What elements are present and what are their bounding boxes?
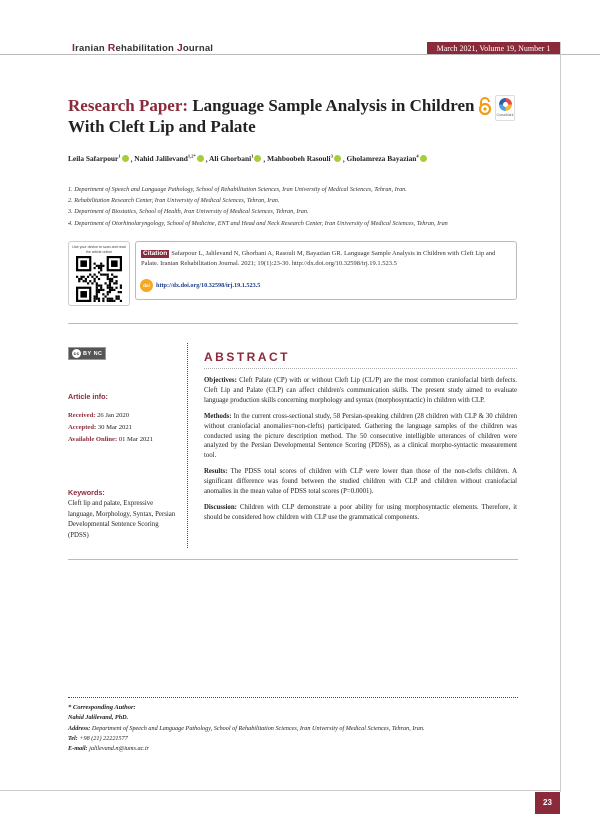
qr-caption: Use your device to scan and read the article online <box>72 245 126 254</box>
article-info-title: Article info: <box>68 392 108 401</box>
author: Mahboobeh Rasouli$^3$ <box>267 154 333 164</box>
affiliation: 1. Department of Speech and Language Pathology, School of Rehabilitation Sciences, Iran University of Medical Sciences, Tehran, Iran. <box>68 186 407 193</box>
doi-icon: doi <box>140 279 153 292</box>
section-divider <box>68 559 518 560</box>
keywords-text: Cleft lip and palate, Expressive language, Morphology, Syntax, Persian Developmental Sentence Scoring (PDSS) <box>68 500 176 539</box>
article-info-list <box>68 410 153 446</box>
journal-name-part-2: Rehabilitation <box>107 42 177 54</box>
citation-box <box>135 241 517 300</box>
journal-name-part-1: Iranian <box>72 42 108 54</box>
article-title <box>68 95 488 137</box>
orcid-icon[interactable] <box>197 155 204 162</box>
doi-row <box>140 279 260 292</box>
corresponding-author <box>68 703 518 754</box>
crossmark-icon[interactable]: CrossMark <box>495 95 515 121</box>
abstract-body <box>204 376 517 529</box>
title-rest: Language Sample Analysis in Children With Cleft Lip and Palate <box>68 96 475 136</box>
orcid-icon[interactable] <box>420 155 427 162</box>
affiliation: 3. Department of Biostatics, School of Health, Iran University of Medical Sciences, Tehran, Iran. <box>68 208 309 216</box>
orcid-icon[interactable] <box>334 155 341 162</box>
corresponding-rule <box>68 697 518 698</box>
cc-icon: cc <box>73 351 80 356</box>
qr-panel <box>68 241 130 306</box>
page-number: 23 <box>535 792 560 814</box>
corresponding-email: E-mail: jalilevand.n@iums.ac.ir <box>68 745 149 753</box>
open-access-icon <box>478 97 492 115</box>
orcid-icon[interactable] <box>254 155 261 162</box>
accepted-date: Accepted: 30 Mar 2021 <box>68 424 132 431</box>
journal-name <box>72 42 213 54</box>
footer-rule <box>0 790 560 791</box>
abstract-rule <box>204 368 517 369</box>
keywords-title: Keywords: <box>68 488 105 497</box>
abstract-results: Results: The PDSS total scores of children with CLP were lower than those of the non-clefts children. A significant difference was found between the studied children with CLP and children without craniofacial anomalies in the mean value of PDSS total scores (P=0.0001). <box>204 468 518 496</box>
doi-link[interactable]: http://dx.doi.org/10.32598/irj.19.1.523.5 <box>156 282 261 289</box>
author-list: Leila Safarpour$^1$ , Nahid Jalilevand$^{1,2*}$ , Ali Ghorbani$^1$ , Mahboobeh Rasouli$^3$ , Gholamreza Bayazian$^4$ <box>68 154 528 163</box>
abstract-discussion: Discussion: Children with CLP demonstrate a poor ability for using morphosyntactic elements. Therefore, it should be considered how children with CLP use the grammatical components. <box>204 503 517 521</box>
orcid-icon[interactable] <box>122 155 129 162</box>
author: Gholamreza Bayazian$^4$ <box>346 154 419 164</box>
issue-banner: March 2021, Volume 19, Number 1 <box>427 42 560 55</box>
online-date: Available Online: 01 Mar 2021 <box>68 436 153 443</box>
affiliations <box>68 184 538 229</box>
qr-code-icon[interactable] <box>76 256 122 302</box>
corresponding-address: Address: Department of Speech and Language Pathology, School of Rehabilitation Sciences, Iran University of Medical Sciences, Tehran, Iran. <box>68 724 425 732</box>
title-lead: Research Paper: <box>68 96 189 115</box>
received-date: Received: 26 Jan 2020 <box>68 412 129 419</box>
affiliation: 2. Rehabilitation Research Center, Iran University of Medical Sciences, Tehran, Iran. <box>68 197 280 205</box>
affiliation: 4. Department of Otorhinolaryngology, School of Medicine, ENT and Head and Neck Research Center, Iran University of Medical Sciences, Tehran, Iran <box>68 219 448 227</box>
citation-label: Citation <box>143 250 168 257</box>
citation-body: Safarpour L, Jalilevand N, Ghorbani A, Rasouli M, Bayazian GR. Language Sample Analysis in Children with Cleft Lip and Palate. Iranian Rehabilitation Journal. 2021; 19(1):23-30. http://dx.doi.org/10.32598/irj.19.1.523.5 <box>141 250 496 267</box>
author: Leila Safarpour$^1$ <box>68 154 121 164</box>
section-divider <box>68 323 518 324</box>
author: Nahid Jalilevand$^{1,2*}$ <box>134 154 196 164</box>
citation-text <box>141 249 510 268</box>
author: Ali Ghorbani$^1$ <box>209 154 254 164</box>
column-divider <box>187 343 188 548</box>
header-rule <box>0 54 600 55</box>
corresponding-tel: Tel: +98 (21) 22221577 <box>68 734 128 742</box>
abstract-objectives: Objectives: Cleft Palate (CP) with or without Cleft Lip (CL/P) are the most common craniofacial birth defects. Cleft Lip and Palate (CLP) can affect children's communication skills. The present study aimed to evaluate language production skills concerning morphology and syntax (morphosyntactic) in children with CLP. <box>204 377 517 404</box>
cc-license-badge[interactable]: cc BY NC <box>68 347 106 360</box>
corresponding-name: Nahid Jalilevand, PhD. <box>68 714 129 722</box>
journal-name-part-3: Journal <box>176 42 214 54</box>
corresponding-title: * Corresponding Author: <box>68 704 136 711</box>
abstract-methods: Methods: In the current cross-sectional study, 58 Persian-speaking children (28 children with CLP & 30 children without craniofacial anomalies=non-clefts) participated. Gathering the language samples of the children was conducted using the picture description method. The 50 consecutive intelligible utterances of children were analyzed by the Persian Developmental Sentence Scoring (PDSS), as a clinical morpho-syntactic measurement tool. <box>204 412 517 460</box>
abstract-heading: ABSTRACT <box>204 350 290 364</box>
margin-line <box>560 42 561 792</box>
email-link[interactable]: jalilevand.n@iums.ac.ir <box>89 745 149 753</box>
